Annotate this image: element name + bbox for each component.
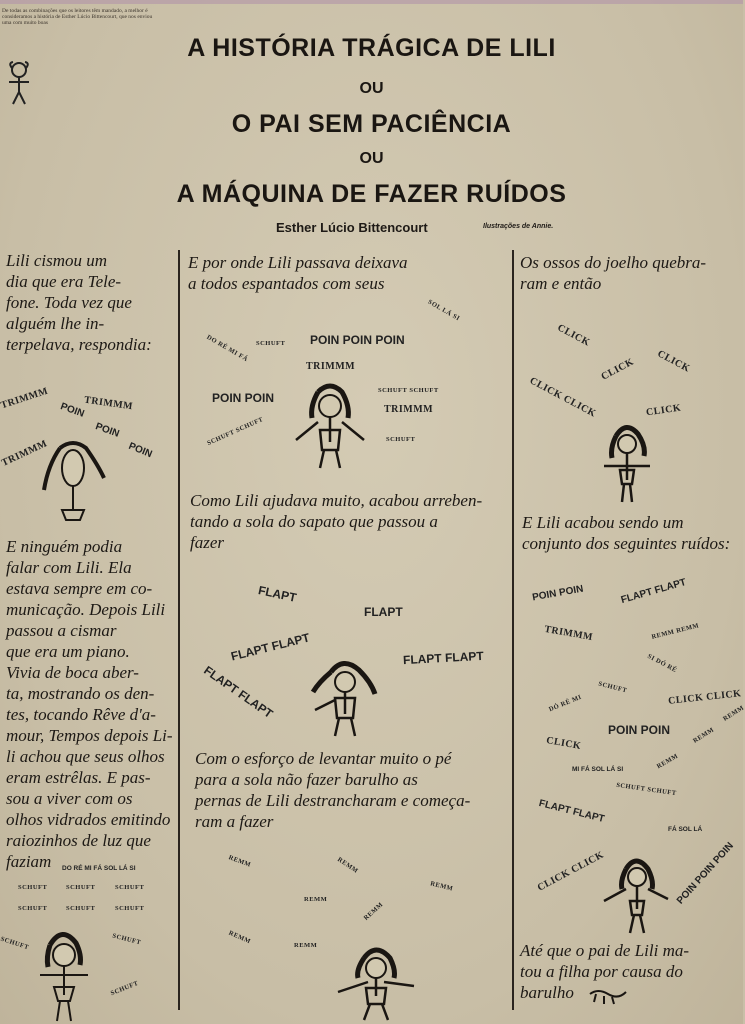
sound-schuft: SCHUFT bbox=[115, 905, 145, 912]
sound-flapt: FLAPT bbox=[364, 605, 403, 619]
sound-schuft: SCHUFT bbox=[256, 340, 286, 347]
title-line-1: A HISTÓRIA TRÁGICA DE LILI bbox=[187, 34, 556, 62]
sound-schuft: SCHUFT bbox=[0, 935, 30, 952]
sound-click: CLICK bbox=[545, 735, 582, 752]
sound-fa-sol-la: FÁ SOL LÁ bbox=[668, 826, 703, 833]
sound-schuft: SCHUFT bbox=[18, 905, 48, 912]
sound-mi-fa-sol: MI FÁ SOL LÁ SI bbox=[572, 766, 624, 773]
sound-schuft: SCHUFT bbox=[109, 979, 140, 998]
sound-remm: REMM bbox=[655, 752, 680, 771]
sound-flapt-flapt: FLAPT FLAPT bbox=[537, 798, 606, 825]
lili-figure-icon bbox=[30, 925, 100, 1024]
sound-flapt-flapt: FLAPT FLAPT bbox=[229, 630, 312, 664]
col1-text-2: E ninguém podia falar com Lili. Ela estava sempre em co- municação. Depois Lili passou a cismar que era um piano. Vivia de boca aber- ta, mostrando os den- tes, tocando Rêve d'a- mour, Tempos depois Li- li achou que seus olhos eram estrêlas. E pas- sou a viver com os olhos vidrados emitindo raiozinhos de luz que faziam bbox=[6, 537, 173, 871]
sound-flapt: FLAPT bbox=[256, 583, 298, 605]
sound-remm: REMM bbox=[362, 901, 385, 922]
col3-text-1: Os ossos do joelho quebra- ram e então bbox=[520, 253, 707, 293]
sound-remm: REMM bbox=[691, 726, 716, 745]
top-border bbox=[0, 0, 743, 4]
sound-click-click: CLICK CLICK bbox=[527, 375, 598, 420]
title-or-2: OU bbox=[359, 150, 384, 167]
sound-schuft: SCHUFT bbox=[66, 905, 96, 912]
sound-remm: REMM bbox=[721, 704, 745, 723]
sound-flapt-flapt: FLAPT FLAPT bbox=[201, 663, 276, 721]
sound-schuft: SCHUFT bbox=[115, 884, 145, 891]
sound-poin: POIN bbox=[126, 440, 154, 461]
lili-figure-icon bbox=[598, 420, 656, 506]
author-name: Esther Lúcio Bittencourt bbox=[276, 220, 428, 235]
lili-figure-icon bbox=[38, 440, 108, 525]
title-line-2: O PAI SEM PACIÊNCIA bbox=[231, 110, 512, 138]
column-divider-1 bbox=[178, 250, 180, 1010]
sound-poin-poin-poin: POIN POIN POIN bbox=[674, 840, 736, 907]
sound-click: CLICK bbox=[645, 402, 682, 419]
sound-trimmm-alt: TRIMMM bbox=[384, 404, 434, 415]
sound-click-click: CLICK CLICK bbox=[667, 688, 742, 707]
sound-remm: REMM bbox=[227, 929, 252, 946]
sound-trimmm: TRIMMM bbox=[543, 623, 594, 644]
sound-do-re-mi: DÓ RÉ MI bbox=[547, 693, 583, 714]
sound-poin-poin-poin: POIN POIN POIN bbox=[310, 333, 405, 347]
sound-click: CLICK bbox=[599, 356, 636, 383]
sound-poin: POIN bbox=[93, 421, 121, 440]
sound-flapt-flapt: FLAPT FLAPT bbox=[402, 648, 484, 668]
sound-trimmm: TRIMMM bbox=[83, 394, 134, 413]
sound-trimmm: TRIMMM bbox=[0, 385, 50, 412]
column-divider-2 bbox=[512, 250, 514, 1010]
sound-poin-poin: POIN POIN bbox=[608, 723, 671, 737]
lili-figure-icon bbox=[334, 944, 418, 1022]
title-or-1: OU bbox=[359, 80, 384, 97]
sound-schuft: SCHUFT bbox=[66, 884, 96, 891]
col1-text-1: Lili cismou um dia que era Tele- fone. Toda vez que alguém lhe in- terpelava, respondia: bbox=[6, 251, 152, 354]
col2-text-2: Como Lili ajudava muito, acabou arreben- tando a sola do sapato que passou a fazer bbox=[190, 491, 483, 552]
sound-remm: REMM bbox=[336, 856, 360, 875]
sound-schuft: SCHUFT bbox=[386, 436, 416, 443]
col3-text-2: E Lili acabou sendo um conjunto dos seguintes ruídos: bbox=[522, 513, 731, 553]
sound-click-click: CLICK CLICK bbox=[535, 849, 606, 894]
sound-click: CLICK bbox=[555, 322, 592, 349]
sound-do-re-mi: DO RÉ MI FÁ SOL LÁ SI bbox=[62, 865, 136, 872]
sound-remm: REMM bbox=[429, 880, 454, 893]
sound-schuft: SCHUFT bbox=[597, 680, 628, 695]
col2-text-1: E por onde Lili passava deixava a todos espantados com seus bbox=[188, 253, 408, 293]
sound-do-re-mi-fa: DO RÉ MI FÁ bbox=[205, 333, 250, 364]
col3-text-3: Até que o pai de Lili ma- tou a filha por causa do barulho bbox=[520, 941, 690, 1002]
sound-click: CLICK bbox=[655, 348, 692, 375]
sound-remm-remm: REMM REMM bbox=[650, 622, 700, 641]
sound-remm: REMM bbox=[227, 854, 252, 869]
title-line-3: A MÁQUINA DE FAZER RUÍDOS bbox=[176, 180, 567, 208]
sound-trimmm: TRIMMM bbox=[0, 438, 50, 469]
sound-schuft-schuft: SCHUFT SCHUFT bbox=[615, 781, 677, 798]
sound-trimmm: TRIMMM bbox=[306, 361, 356, 372]
sound-poin-poin: POIN POIN bbox=[531, 583, 585, 604]
sound-flapt-flapt: FLAPT FLAPT bbox=[619, 576, 688, 607]
sound-schuft: SCHUFT bbox=[111, 932, 142, 947]
sound-schuft-schuft: SCHUFT SCHUFT bbox=[378, 387, 439, 394]
sound-remm: REMM bbox=[294, 942, 318, 949]
lili-figure-icon bbox=[600, 855, 672, 937]
sound-schuft: SCHUFT bbox=[18, 884, 48, 891]
sound-schuft-schuft: SCHUFT SCHUFT bbox=[206, 415, 265, 448]
col2-text-3: Com o esforço de levantar muito o pé para a sola não fazer barulho as pernas de Lili destrancharam e começa- ram a fazer bbox=[195, 749, 471, 831]
lili-figure-icon bbox=[305, 658, 385, 740]
sound-remm: REMM bbox=[304, 896, 328, 903]
lizard-icon bbox=[588, 982, 628, 1008]
sound-poin: POIN bbox=[58, 401, 86, 420]
sound-si-do-re: SI DÓ RÉ bbox=[646, 652, 678, 675]
lili-figure-icon bbox=[290, 382, 370, 474]
sound-poin-poin: POIN POIN bbox=[212, 391, 275, 405]
sound-sol-la-si: SOL LÁ SI bbox=[426, 298, 461, 323]
illustration-credit: Ilustrações de Annie. bbox=[483, 223, 554, 230]
corner-note: De todas as combinações que os leitores têm mandado, a melhor é consideramos a história de Esther Lúcio Bittencourt, que nos enviou uma com muito boas bbox=[2, 8, 153, 26]
